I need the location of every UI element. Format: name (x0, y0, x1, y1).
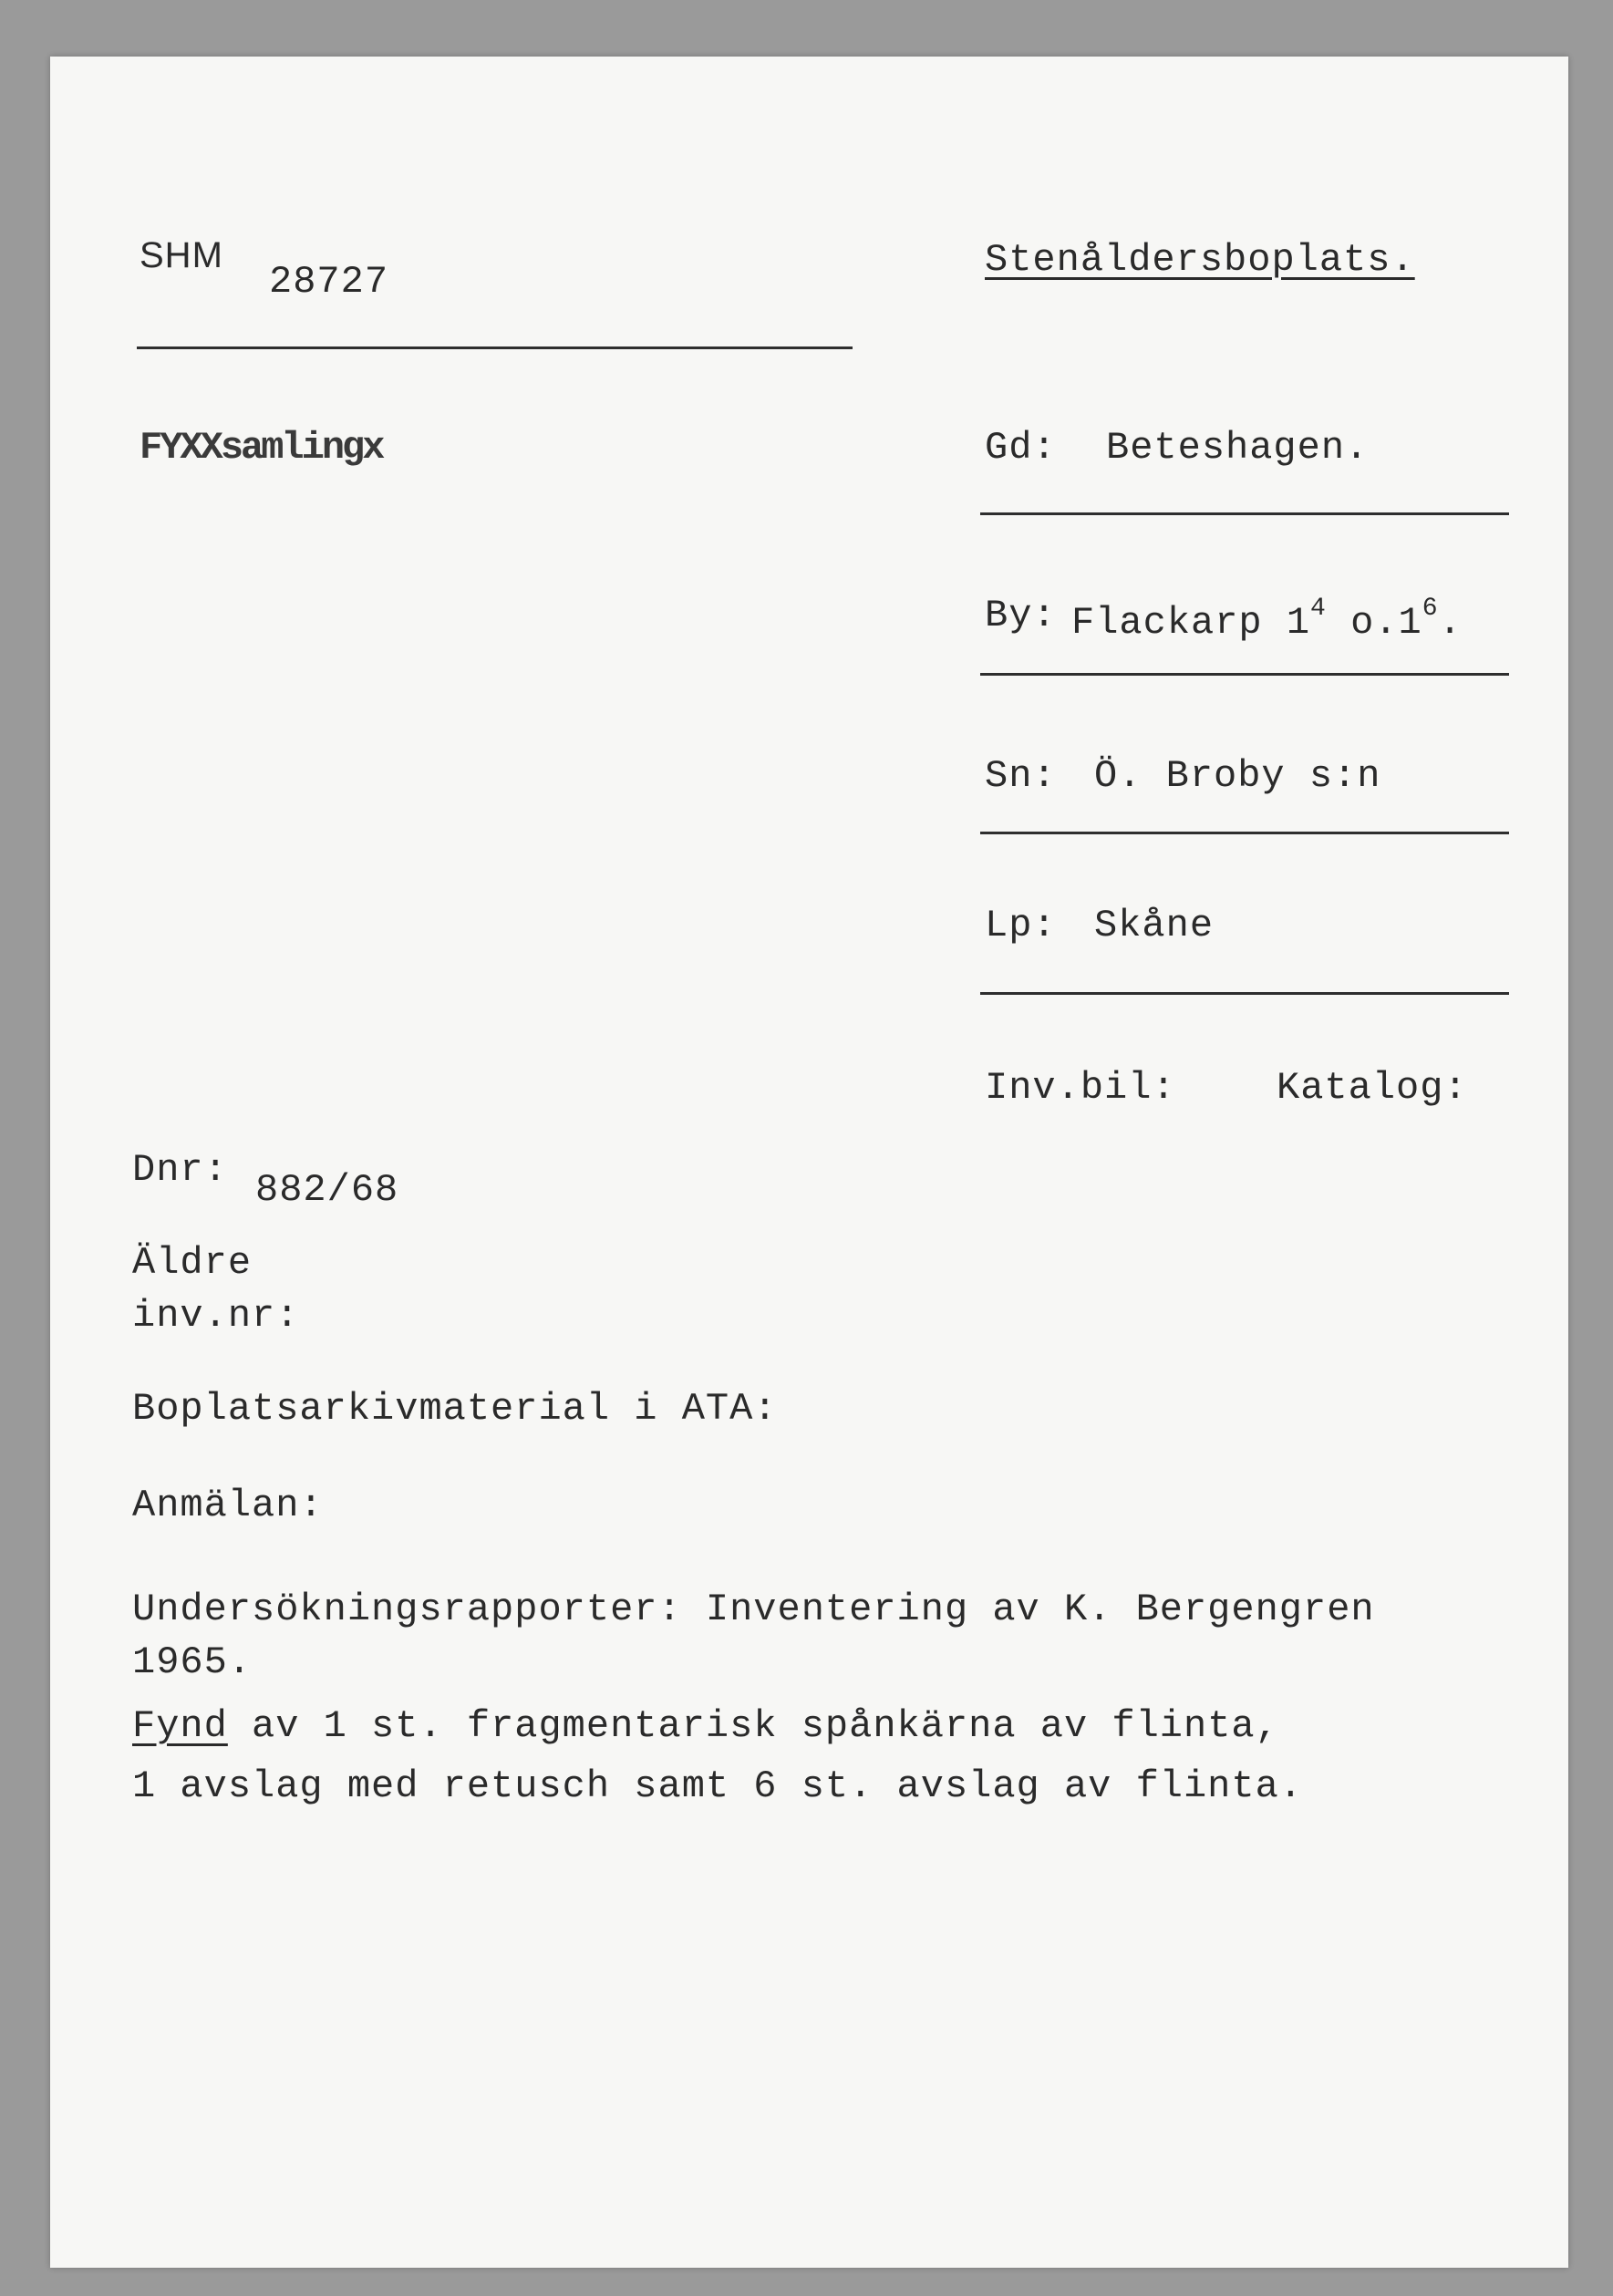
undersokning-line-2: 1965. (132, 1640, 253, 1684)
gd-rule (980, 512, 1509, 515)
anmalan-label: Anmälan: (132, 1484, 324, 1527)
fynd-word: Fynd (132, 1704, 228, 1748)
sn-value: Ö. Broby s:n (1094, 754, 1381, 798)
inv-bil-label: Inv.bil: (985, 1066, 1176, 1110)
site-type-title: Stenåldersboplats. (985, 238, 1415, 282)
fynd-line-1: Fynd av 1 st. fragmentarisk spånkärna av flinta, (132, 1704, 1279, 1748)
by-value: Flackarp $1^4$ $o.1^6$. (1071, 595, 1463, 645)
shm-label: SHM (140, 235, 223, 275)
dnr-label: Dnr: (132, 1148, 228, 1192)
catalog-card (50, 57, 1568, 2268)
by-label: By: (985, 594, 1057, 637)
lp-rule (980, 992, 1509, 995)
gd-label: Gd: (985, 426, 1057, 470)
struck-collection-label: FYXXsamlingx (140, 426, 383, 470)
lp-value: Skåne (1094, 904, 1215, 947)
header-left-rule (137, 346, 853, 349)
lp-label: Lp: (985, 904, 1057, 947)
fynd-line-2: 1 avslag med retusch samt 6 st. avslag av flinta. (132, 1764, 1304, 1808)
sn-rule (980, 832, 1509, 834)
sn-label: Sn: (985, 754, 1057, 798)
inv-nr-label: inv.nr: (132, 1294, 300, 1338)
katalog-label: Katalog: (1277, 1066, 1468, 1110)
by-rule (980, 673, 1509, 676)
aldre-label: Äldre (132, 1241, 253, 1285)
shm-number: 28727 (269, 260, 389, 304)
gd-value: Beteshagen. (1106, 426, 1370, 470)
dnr-value: 882/68 (255, 1168, 399, 1212)
boplatsarkiv-label: Boplatsarkivmaterial i ATA: (132, 1387, 778, 1431)
undersokning-line-1: Undersökningsrapporter: Inventering av K. Bergengren (132, 1588, 1375, 1631)
